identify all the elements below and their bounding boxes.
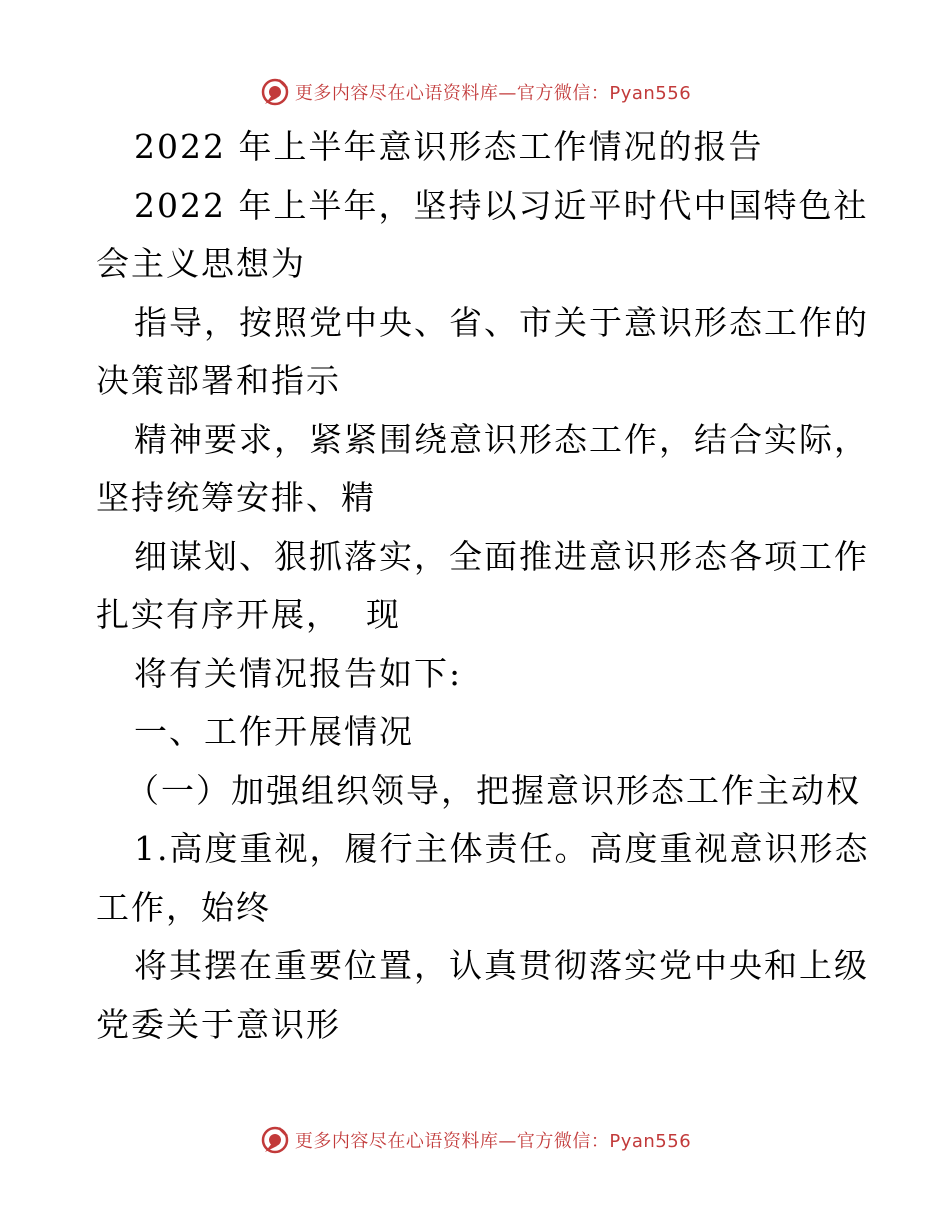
doc-line: 指导，按照党中央、省、市关于意识形态工作的: [134, 302, 869, 342]
pen-logo-icon: [259, 76, 291, 108]
doc-line: 坚持统筹安排、精: [96, 478, 376, 517]
doc-line: 精神要求，紧紧围绕意识形态工作，结合实际，: [134, 419, 869, 459]
doc-line: 决策部署和指示: [96, 361, 341, 400]
footer-watermark: [0, 1120, 950, 1160]
watermark-text: 更多内容尽在心语资料库—官方微信：Pyan556: [294, 83, 692, 104]
doc-line: （一）加强组织领导，把握意识形态工作主动权: [126, 770, 861, 810]
doc-line: 党委关于意识形: [96, 1004, 341, 1044]
doc-line: 扎实有序开展， 现: [96, 595, 401, 634]
header-watermark: [0, 72, 950, 112]
doc-line: 工作，始终: [96, 887, 271, 927]
doc-line: 2022 年上半年，坚持以习近平时代中国特色社: [134, 185, 869, 225]
document-body: [96, 118, 870, 1054]
doc-line: 将其摆在重要位置，认真贯彻落实党中央和上级: [134, 946, 869, 985]
doc-line: 2022 年上半年意识形态工作情况的报告: [134, 127, 764, 166]
doc-line: 细谋划、狠抓落实，全面推进意识形态各项工作: [134, 536, 869, 576]
pen-logo-icon: [259, 1124, 291, 1156]
doc-line: 会主义思想为: [96, 244, 306, 283]
doc-line: 1.高度重视，履行主体责任。高度重视意识形态: [134, 829, 870, 868]
doc-line: 将有关情况报告如下:: [134, 653, 463, 693]
watermark-text: 更多内容尽在心语资料库—官方微信：Pyan556: [294, 1131, 692, 1152]
doc-line: 一、工作开展情况: [134, 712, 414, 751]
